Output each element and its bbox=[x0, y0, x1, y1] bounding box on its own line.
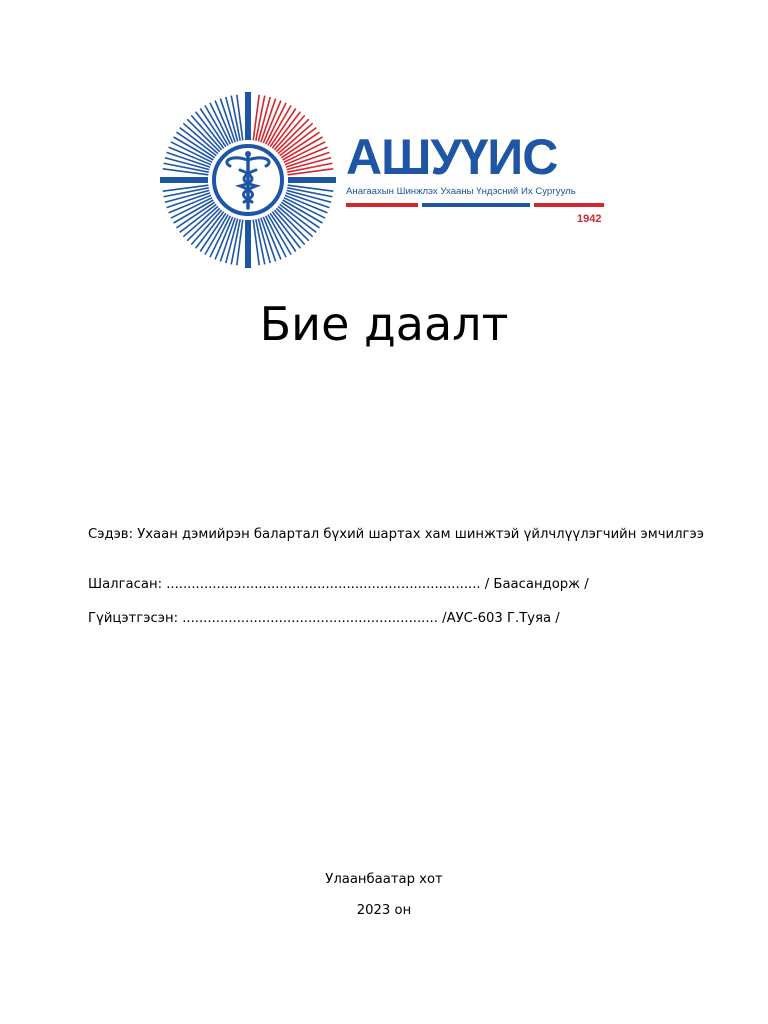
logo-divider-lines bbox=[346, 203, 604, 208]
logo-subtitle: Анагаахын Шинжлэх Ухааны Үндэсний Их Сургууль bbox=[346, 186, 576, 197]
logo-brand bbox=[346, 129, 610, 268]
checked-by-line: Шалгасан: ........................................................................... / Баасандорж / bbox=[88, 577, 589, 592]
city-line: Улаанбаатар хот bbox=[325, 872, 443, 887]
university-logo bbox=[160, 92, 610, 268]
logo-name: АШУҮИС bbox=[346, 129, 558, 185]
completed-by-line: Гүйцэтгэсэн: ............................................................. /АУС-603 Г.Туяа / bbox=[88, 611, 560, 626]
logo-year: 1942 bbox=[577, 213, 602, 225]
document-title: Бие даалт bbox=[259, 297, 509, 351]
year-line: 2023 он bbox=[356, 903, 412, 918]
topic-line: Сэдэв: Ухаан дэмийрэн балартал бүхий шартах хам шинжтэй үйлчлүүлэгчийн эмчилгээ bbox=[88, 527, 704, 542]
caduceus-sunburst-emblem-icon bbox=[160, 92, 336, 268]
